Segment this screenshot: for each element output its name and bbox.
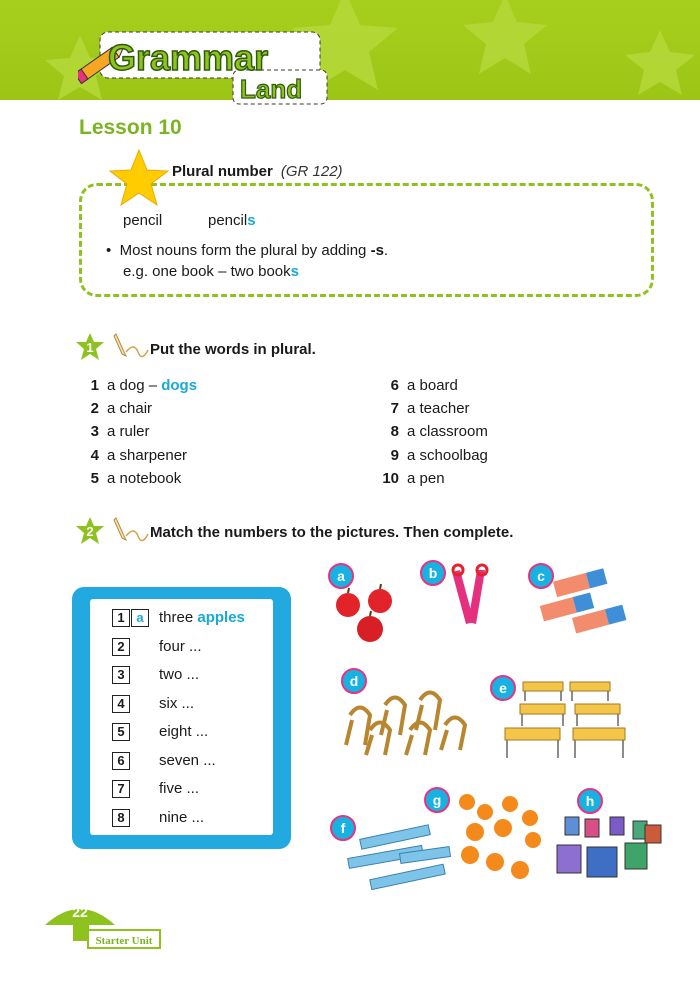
grammar-land-logo bbox=[78, 26, 338, 110]
svg-text:Starter Unit: Starter Unit bbox=[95, 935, 153, 947]
rulers-picture bbox=[340, 822, 455, 892]
picture-label-g[interactable]: g bbox=[424, 787, 450, 813]
exercise-1-instruction: Put the words in plural. bbox=[150, 341, 316, 358]
list-item: 5 a notebook bbox=[90, 469, 182, 487]
picture-label-a[interactable]: a bbox=[328, 563, 354, 589]
exercise-1-list-left bbox=[80, 374, 197, 490]
list-item: 3 a ruler bbox=[90, 423, 150, 441]
exercise-1-badge bbox=[75, 333, 105, 363]
plural-example: pencils bbox=[208, 212, 256, 229]
svg-text:Grammar: Grammar bbox=[108, 37, 269, 78]
grammar-rule: • Most nouns form the plural by adding -s. e.g. one book – two books bbox=[106, 242, 389, 280]
picture-label-b[interactable]: b bbox=[420, 560, 446, 586]
singular-example: pencil bbox=[123, 212, 163, 229]
list-item: 8 a classroom bbox=[390, 423, 488, 441]
tables-picture bbox=[495, 680, 630, 765]
oranges-picture bbox=[455, 790, 550, 885]
page-footer-badge bbox=[40, 895, 170, 955]
notebooks-picture bbox=[555, 815, 665, 885]
picture-label-h[interactable]: h bbox=[577, 788, 603, 814]
picture-label-e[interactable]: e bbox=[490, 675, 516, 701]
pencil-icon bbox=[112, 332, 150, 358]
svg-text:Land: Land bbox=[240, 74, 303, 104]
pens-picture bbox=[440, 562, 510, 642]
list-item: 1 a dog – dogs bbox=[90, 377, 198, 394]
lesson-title: Lesson 10 bbox=[79, 116, 182, 139]
list-item: 7 a teacher bbox=[390, 400, 470, 418]
list-item: 6 a board bbox=[390, 377, 458, 394]
pencil-icon bbox=[112, 516, 150, 542]
picture-label-d[interactable]: d bbox=[341, 668, 367, 694]
exercise-1-list-right bbox=[380, 374, 488, 490]
answer-panel: 1 a three apples 2 four ... 3 two ... 4 six ... 5 eight ... 6 seven ... 7 five ... 8 nine ... bbox=[90, 599, 273, 835]
answer-frame bbox=[72, 587, 291, 849]
exercise-2-instruction: Match the numbers to the pictures. Then complete. bbox=[150, 524, 514, 541]
list-item: 4 a sharpener bbox=[90, 446, 188, 464]
grammar-title: Plural number (GR 122) bbox=[172, 163, 343, 180]
picture-label-f[interactable]: f bbox=[330, 815, 356, 841]
answer-letter-box[interactable]: a bbox=[131, 609, 149, 627]
list-item: 2 a chair bbox=[90, 400, 153, 418]
svg-text:22: 22 bbox=[72, 904, 88, 920]
star-icon bbox=[108, 148, 170, 208]
picture-label-c[interactable]: c bbox=[528, 563, 554, 589]
list-item: 9 a schoolbag bbox=[390, 446, 488, 464]
list-item: 10 a pen bbox=[382, 469, 445, 487]
exercise-2-badge bbox=[75, 517, 105, 547]
